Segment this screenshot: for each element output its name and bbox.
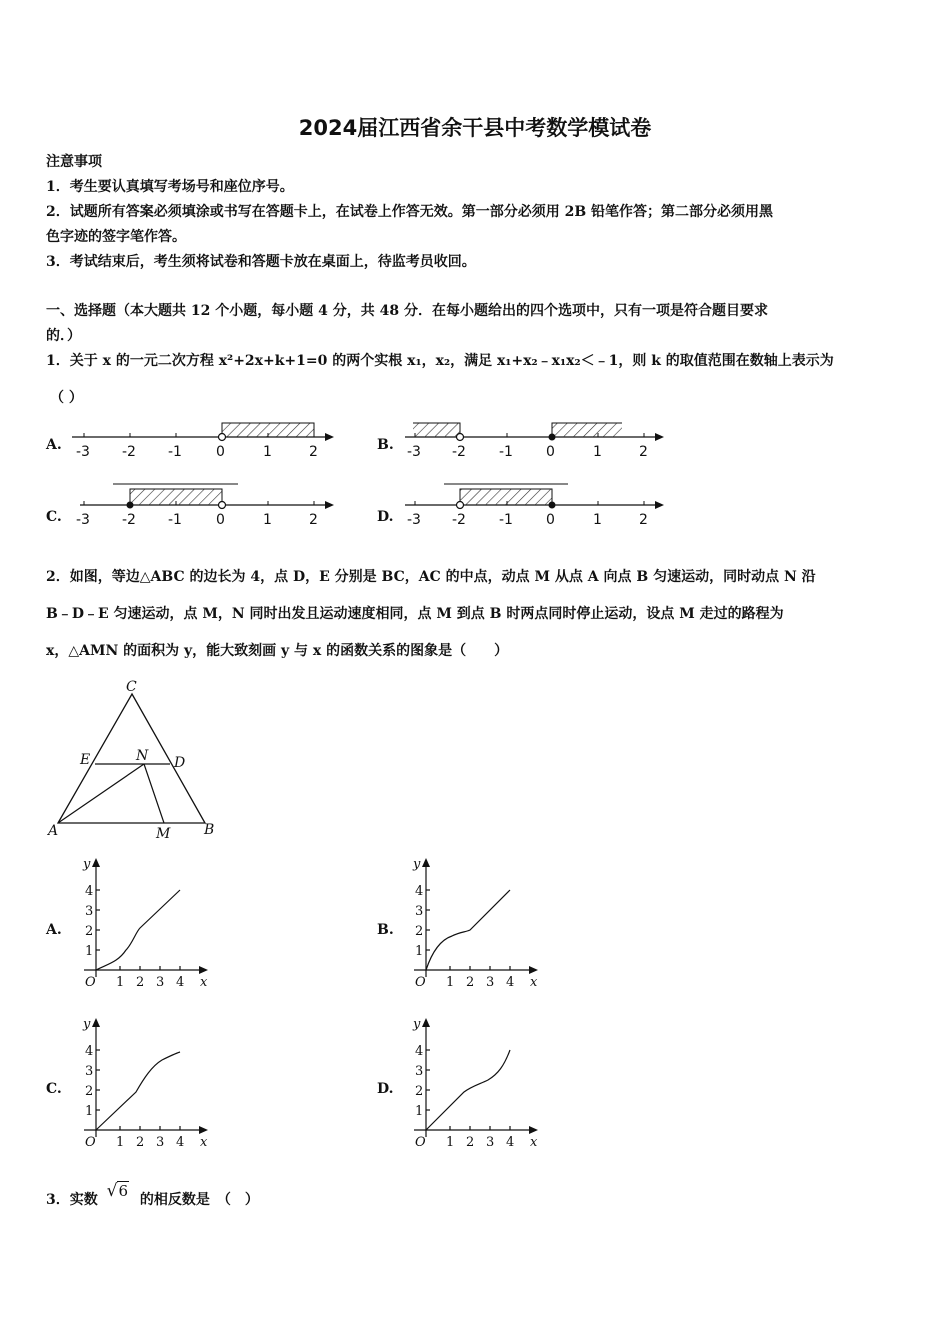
x-axis-label: x	[530, 975, 538, 990]
x-tick: 2	[136, 975, 145, 990]
question-2-line3: x，△AMN 的面积为 y，能大致刻画 y 与 x 的函数关系的图象是（ ）	[46, 643, 509, 659]
y-tick: 2	[415, 1084, 424, 1099]
tick-label: 0	[546, 512, 555, 528]
number-line-b	[405, 423, 664, 460]
tick-label: 0	[546, 444, 555, 460]
number-line-a	[72, 423, 334, 460]
tick-label: -2	[122, 512, 136, 528]
x-tick: 1	[116, 1135, 125, 1150]
tick-label: 2	[309, 444, 318, 460]
sqrt-sign: √	[106, 1181, 118, 1201]
label-d: D	[174, 755, 186, 771]
origin-label: O	[85, 1135, 96, 1150]
y-tick: 3	[415, 904, 424, 919]
number-line-d	[405, 484, 664, 528]
y-tick: 3	[85, 1064, 94, 1079]
tick-label: 1	[593, 444, 602, 460]
page-title: 2024届江西省余干县中考数学模试卷	[298, 116, 652, 140]
x-tick: 3	[486, 1135, 495, 1150]
tick-label: 1	[263, 512, 272, 528]
y-tick: 3	[85, 904, 94, 919]
q1-option-a-label: A.	[46, 437, 62, 453]
q2-option-c-label: C.	[46, 1081, 62, 1097]
x-tick: 2	[466, 975, 475, 990]
x-tick: 4	[506, 1135, 515, 1150]
x-tick: 4	[176, 975, 185, 990]
graph-c	[74, 1012, 214, 1152]
tick-label: -1	[168, 512, 182, 528]
y-tick: 2	[85, 924, 94, 939]
label-m: M	[156, 826, 171, 842]
section-heading: 一、选择题（本大题共 12 个小题，每小题 4 分，共 48 分．在每小题给出的四个选项中，只有一项是符合题目要求	[46, 303, 768, 319]
x-axis-label: x	[530, 1135, 538, 1150]
tick-label: 1	[593, 512, 602, 528]
y-tick: 1	[85, 1104, 94, 1119]
x-tick: 2	[136, 1135, 145, 1150]
y-tick: 4	[85, 1044, 94, 1059]
question-2-line2: B﹣D﹣E 匀速运动，点 M，N 同时出发且运动速度相同，点 M 到点 B 时两点同时停止运动，设点 M 走过的路程为	[46, 606, 784, 622]
tick-label: -2	[452, 444, 466, 460]
notice-item: 色字迹的签字笔作答。	[46, 229, 186, 245]
y-tick: 2	[415, 924, 424, 939]
y-tick: 4	[85, 884, 94, 899]
x-axis-label: x	[200, 975, 208, 990]
x-tick: 1	[446, 975, 455, 990]
q1-number-lines	[0, 0, 950, 560]
tick-label: 2	[639, 444, 648, 460]
tick-label: -3	[76, 444, 90, 460]
x-tick: 1	[446, 1135, 455, 1150]
label-e: E	[80, 752, 91, 768]
y-tick: 1	[415, 1104, 424, 1119]
tick-label: -3	[76, 512, 90, 528]
x-tick: 3	[486, 975, 495, 990]
question-3-suffix: 的相反数是 （ ）	[139, 1192, 259, 1208]
notice-item: 3．考试结束后，考生须将试卷和答题卡放在桌面上，待监考员收回。	[46, 254, 476, 270]
number-line-c	[76, 484, 334, 528]
y-tick: 4	[415, 884, 424, 899]
label-c: C	[126, 679, 137, 695]
question-3	[46, 1181, 259, 1210]
tick-label: 1	[263, 444, 272, 460]
q1-option-c-label: C.	[46, 509, 62, 525]
notice-heading: 注意事项	[46, 154, 102, 170]
x-tick: 3	[156, 975, 165, 990]
y-tick: 2	[85, 1084, 94, 1099]
x-tick: 3	[156, 1135, 165, 1150]
sqrt-radicand: 6	[118, 1182, 129, 1200]
origin-label: O	[415, 1135, 426, 1150]
tick-label: 2	[639, 512, 648, 528]
tick-label: 0	[216, 444, 225, 460]
notice-item: 1．考生要认真填写考场号和座位序号。	[46, 179, 294, 195]
graph-a	[74, 852, 214, 992]
origin-label: O	[415, 975, 426, 990]
y-axis-label: y	[83, 857, 91, 872]
tick-label: -1	[499, 512, 513, 528]
x-tick: 1	[116, 975, 125, 990]
origin-label: O	[85, 975, 96, 990]
question-2-line1: 2．如图，等边△ABC 的边长为 4，点 D，E 分别是 BC，AC 的中点，动点 M 从点 A 向点 B 匀速运动，同时动点 N 沿	[46, 569, 816, 585]
tick-label: 2	[309, 512, 318, 528]
y-tick: 1	[415, 944, 424, 959]
q2-option-b-label: B.	[377, 922, 394, 938]
tick-label: -3	[407, 512, 421, 528]
x-axis-label: x	[200, 1135, 208, 1150]
label-b: B	[204, 822, 215, 838]
tick-label: -3	[407, 444, 421, 460]
x-tick: 4	[506, 975, 515, 990]
x-tick: 2	[466, 1135, 475, 1150]
tick-label: 0	[216, 512, 225, 528]
y-axis-label: y	[413, 1017, 421, 1032]
tick-label: -1	[499, 444, 513, 460]
tick-label: -2	[122, 444, 136, 460]
q1-option-b-label: B.	[377, 437, 394, 453]
section-heading-cont: 的．）	[46, 328, 81, 344]
graph-b	[404, 852, 544, 992]
tick-label: -1	[168, 444, 182, 460]
y-axis-label: y	[83, 1017, 91, 1032]
y-tick: 4	[415, 1044, 424, 1059]
label-a: A	[48, 823, 59, 839]
triangle-figure	[40, 676, 230, 846]
q2-option-d-label: D.	[377, 1081, 394, 1097]
y-axis-label: y	[413, 857, 421, 872]
y-tick: 1	[85, 944, 94, 959]
sqrt-expression	[103, 1181, 129, 1201]
question-1-text: 1．关于 x 的一元二次方程 x²+2x+k+1=0 的两个实根 x₁，x₂，满足 x₁+x₂﹣x₁x₂＜﹣1，则 k 的取值范围在数轴上表示为	[46, 353, 834, 369]
tick-label: -2	[452, 512, 466, 528]
question-1-paren: （ ）	[50, 390, 83, 406]
question-3-prefix: 3．实数	[46, 1192, 98, 1208]
q1-option-d-label: D.	[377, 509, 394, 525]
q2-option-a-label: A.	[46, 922, 62, 938]
y-tick: 3	[415, 1064, 424, 1079]
x-tick: 4	[176, 1135, 185, 1150]
graph-d	[404, 1012, 544, 1152]
label-n: N	[136, 748, 149, 764]
notice-item: 2．试题所有答案必须填涂或书写在答题卡上，在试卷上作答无效。第一部分必须用 2B 铅笔作答；第二部分必须用黑	[46, 204, 774, 220]
